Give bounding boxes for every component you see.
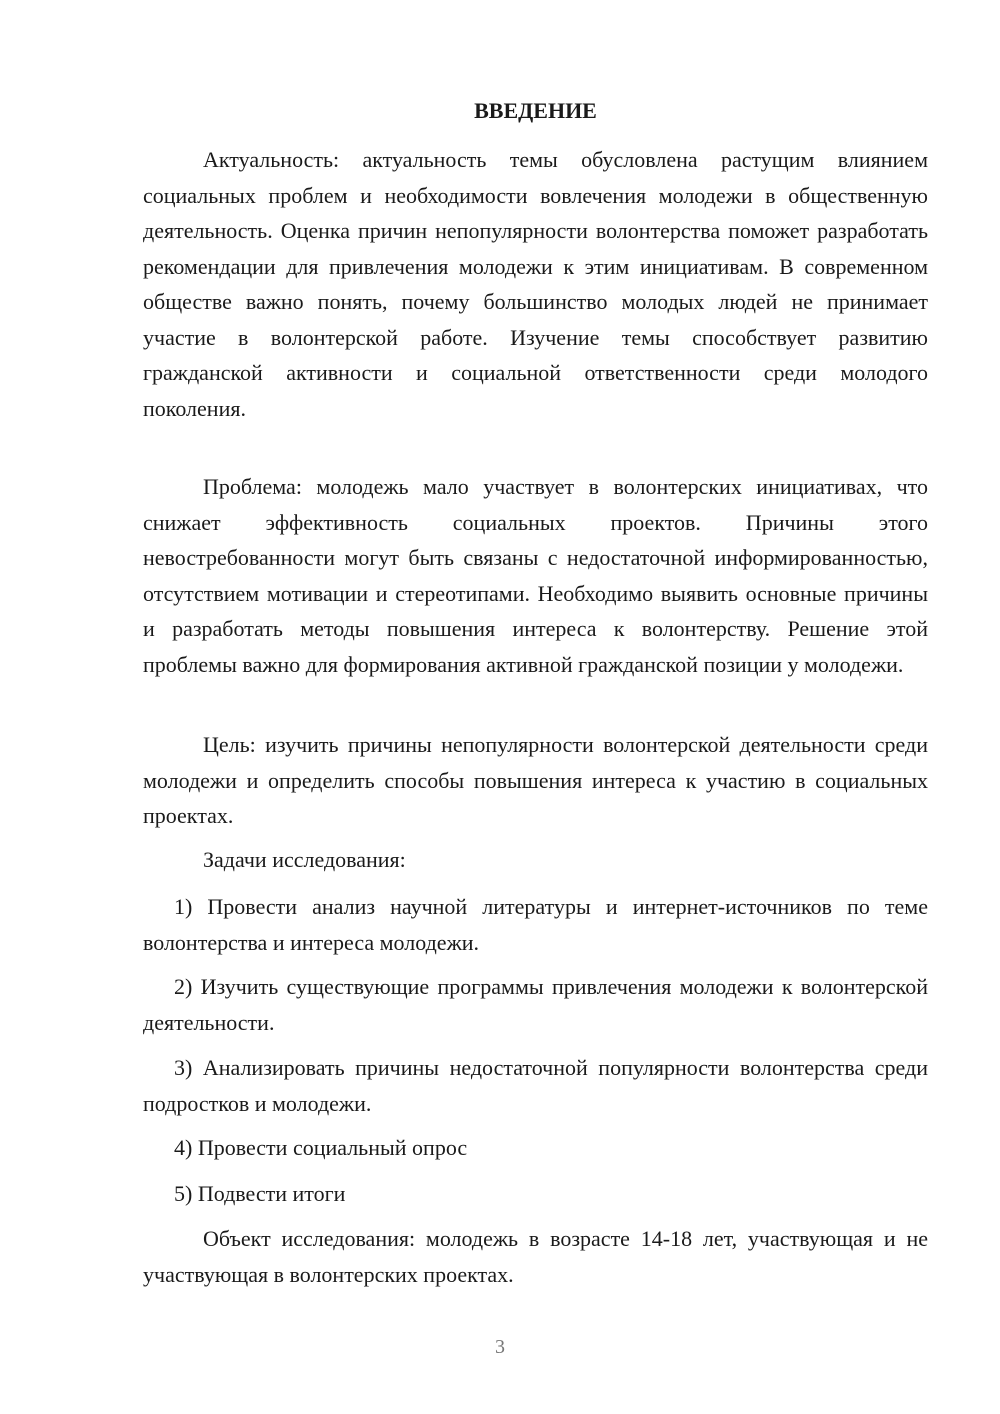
paragraph-problem: Проблема: молодежь мало участвует в волонтерских инициативах, что снижает эффективность социальных проектов. Причины этого невостребованности могут быть связаны с недостаточной информированностью, отсутствием мотивации и стереотипами. Необходимо выявить основные причины и разработать методы повышения интереса к волонтерству. Решение этой проблемы важно для формирования активной гражданской позиции у молодежи.: [143, 474, 928, 677]
task-item-3: 3) Анализировать причины недостаточной популярности волонтерства среди подростков и молодежи.: [143, 1055, 928, 1116]
paragraph-object: Объект исследования: молодежь в возрасте 14-18 лет, участвующая и не участвующая в волонтерских проектах.: [143, 1226, 928, 1287]
page-title: ВВЕДЕНИЕ: [474, 98, 597, 123]
page-number: 3: [495, 1336, 505, 1358]
tasks-heading: Задачи исследования:: [203, 847, 406, 872]
task-item-2: 2) Изучить существующие программы привлечения молодежи к волонтерской деятельности.: [143, 974, 928, 1035]
task-item-1: 1) Провести анализ научной литературы и интернет-источников по теме волонтерства и интереса молодежи.: [143, 894, 928, 955]
task-item-4: 4) Провести социальный опрос: [174, 1135, 468, 1160]
task-item-5: 5) Подвести итоги: [174, 1181, 346, 1206]
paragraph-relevance: Актуальность: актуальность темы обусловлена растущим влиянием социальных проблем и необходимости вовлечения молодежи в общественную деятельность. Оценка причин непопулярности волонтерства поможет разработать рекомендации для привлечения молодежи к этим инициативам. В современном обществе важно понять, почему большинство молодых людей не принимает участие в волонтерской работе. Изучение темы способствует развитию гражданской активности и социальной ответственности среди молодого поколения.: [143, 147, 928, 421]
paragraph-goal: Цель: изучить причины непопулярности волонтерской деятельности среди молодежи и определить способы повышения интереса к участию в социальных проектах.: [143, 732, 928, 828]
